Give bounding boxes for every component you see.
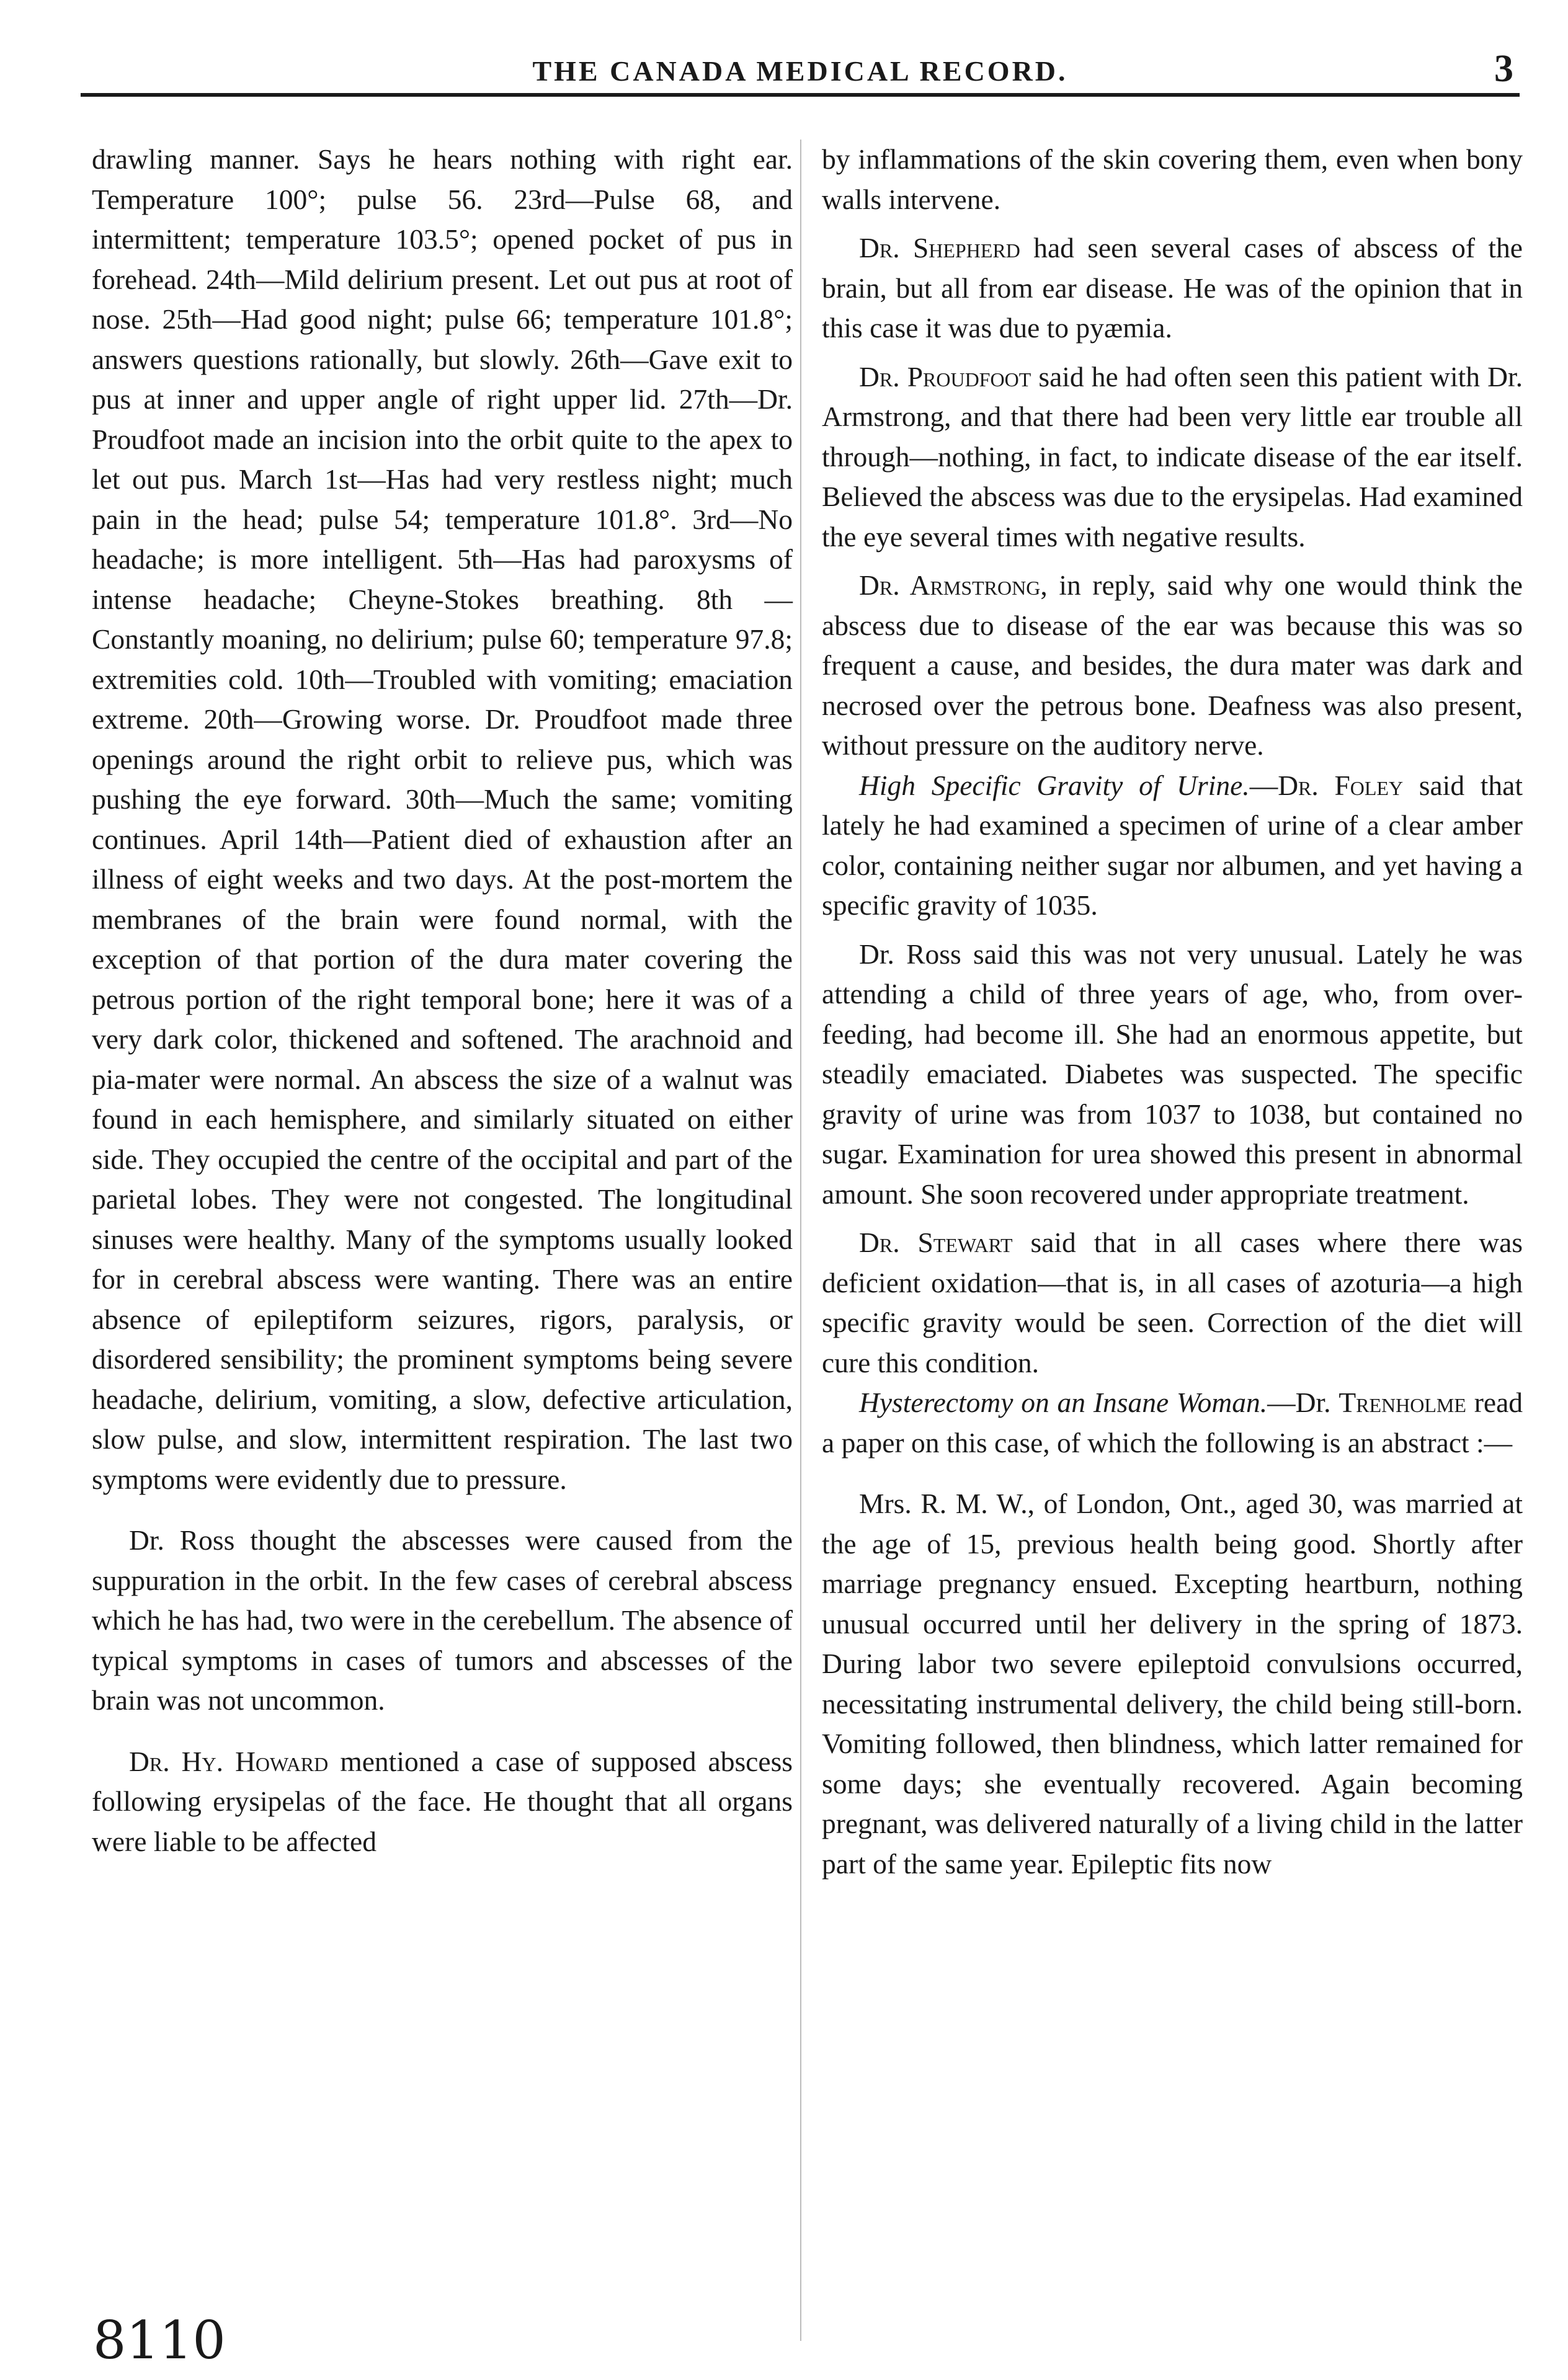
right-column [822, 140, 1523, 1884]
paragraph-stewart-text: said that in all cases where there was deficient oxidation—that is, in all cases of azoturia—a high specific gravity would be seen. Correction of the diet will cure this condition. [822, 1227, 1523, 1379]
paragraph-continuation: by inflammations of the skin covering them, even when bony walls intervene. [822, 143, 1523, 215]
paragraph-ross: Dr. Ross thought the abscesses were caused from the suppuration in the orbit. In the few cases of cerebral abscess which he has had, two were in the cerebellum. The absence of typical symptoms in cases of tumors and abscesses of the brain was not uncommon. [92, 1524, 793, 1716]
paragraph-shepherd [822, 228, 1523, 349]
paragraph-proudfoot [822, 357, 1523, 557]
speaker-armstrong: Dr. Armstrong [859, 569, 1041, 601]
speaker-trenholme: Trenholme [1339, 1387, 1466, 1418]
column-divider [800, 140, 801, 2341]
speaker-foley: —Dr. Foley [1249, 769, 1404, 801]
paragraph-stewart [822, 1223, 1523, 1383]
paragraph-howard [92, 1742, 793, 1862]
paragraph-proudfoot-text: said he had often seen this patient with Dr. Armstrong, and that there had been very little ear trouble all through—nothing, in fact, to indicate disease of the ear itself. Believed the abscess was due to the erysipelas. Had examined the eye several times with negative results. [822, 360, 1523, 553]
handwritten-archive-number: 8110 [93, 2310, 226, 2371]
speaker-howard: Dr. Hy. Howard [129, 1745, 329, 1777]
paragraph-shepherd-text: had seen several cases of abscess of the brain, but all from ear disease. He was of the opinion that in this case it was due to pyæmia. [822, 232, 1523, 344]
paragraph-case-notes: drawling manner. Says he hears nothing with right ear. Temperature 100°; pulse 56. 23rd—Pulse 68, and intermittent; temperature 103.5°; opened pocket of pus in forehead. 24th—Mild delirium present. Let out pus at root of nose. 25th—Had good night; pulse 66; temperature 101.8°; answers questions rationally, but slowly. 26th—Gave exit to pus at inner and upper angle of right upper lid. 27th—Dr. Proudfoot made an incision into the orbit quite to the apex to let out pus. March 1st—Has had very restless night; much pain in the head; pulse 54; temperature 101.8°. 3rd—No headache; is more intelligent. 5th—Has had paroxysms of intense headache; Cheyne-Stokes breathing. 8th — Constantly moaning, no delirium; pulse 60; temperature 97.8; extremities cold. 10th—Troubled with vomiting; emaciation extreme. 20th—Growing worse. Dr. Proudfoot made three openings around the right orbit to relieve pus, which was pushing the eye forward. 30th—Much the same; vomiting continues. April 14th—Patient died of exhaustion after an illness of eight weeks and two days. At the post-mortem the membranes of the brain were found normal, with the exception of that portion of the dura mater covering the petrous portion of the right temporal bone; here it was of a very dark color, thickened and softened. The arachnoid and pia-mater were normal. An abscess the size of a walnut was found in each hemisphere, and similarly situated on either side. They occupied the centre of the occipital and part of the parietal lobes. They were not congested. The longitudinal sinuses were healthy. Many of the symptoms usually looked for in cerebral abscess were wanting. There was an entire absence of epileptiform seizures, rigors, paralysis, or disordered sensibility; the prominent symptoms being severe headache, delirium, vomiting, a slow, defective articulation, slow pulse, and slow, intermittent respiration. The last two symptoms were evidently due to pressure. [92, 143, 793, 1495]
section-heading-specific-gravity: High Specific Gravity of Urine. [859, 769, 1250, 801]
speaker-proudfoot: Dr. Proudfoot [859, 360, 1031, 393]
section-heading-hysterectomy: Hysterectomy on an Insane Woman. [859, 1387, 1268, 1418]
journal-title: THE CANADA MEDICAL RECORD. [532, 55, 1068, 87]
running-head [81, 43, 1520, 97]
paragraph-ross-reply: Dr. Ross said this was not very unusual. Lately he was attending a child of three years of age, who, from over-feeding, had become ill. She had an enormous appetite, but steadily emaciated. Diabetes was suspected. The specific gravity of urine was from 1037 to 1038, but contained no sugar. Examination for urea showed this present in abnormal amount. She soon recovered under appropriate treatment. [822, 938, 1523, 1210]
page-number: 3 [1494, 48, 1513, 90]
heading-dash: —Dr. [1267, 1387, 1339, 1418]
paragraph-howard-text: mentioned a case of supposed abscess following erysipelas of the face. He thought that all organs were liable to be affected [92, 1745, 793, 1857]
speaker-shepherd: Dr. Shepherd [859, 232, 1020, 264]
paragraph-hysterectomy [822, 1383, 1523, 1463]
paragraph-armstrong [822, 566, 1523, 766]
paragraph-foley-text: said that lately he had examined a specimen of urine of a clear amber color, containing neither sugar nor albumen, and yet having a specific gravity of 1035. [822, 769, 1523, 921]
paragraph-specific-gravity [822, 766, 1523, 926]
paragraph-case-history: Mrs. R. M. W., of London, Ont., aged 30, was married at the age of 15, previous health being good. Shortly after marriage pregnancy ensued. Excepting heartburn, nothing unusual occurred until her delivery in the spring of 1873. During labor two severe epileptoid convulsions occurred, necessitating instrumental delivery, the child being still-born. Vomiting followed, then blindness, which latter remained for some days; she eventually recovered. Again becoming pregnant, was delivered naturally of a living child in the latter part of the same year. Epileptic fits now [822, 1488, 1523, 1880]
left-column [92, 140, 793, 1862]
paragraph-trenholme-text: read a paper on this case, of which the following is an abstract :— [822, 1387, 1523, 1459]
speaker-stewart: Dr. Stewart [859, 1227, 1013, 1258]
paragraph-armstrong-text: , in reply, said why one would think the abscess due to disease of the ear was because this was so frequent a cause, and besides, the dura mater was dark and necrosed over the petrous bone. Deafness was also present, without pressure on the auditory nerve. [822, 569, 1523, 761]
